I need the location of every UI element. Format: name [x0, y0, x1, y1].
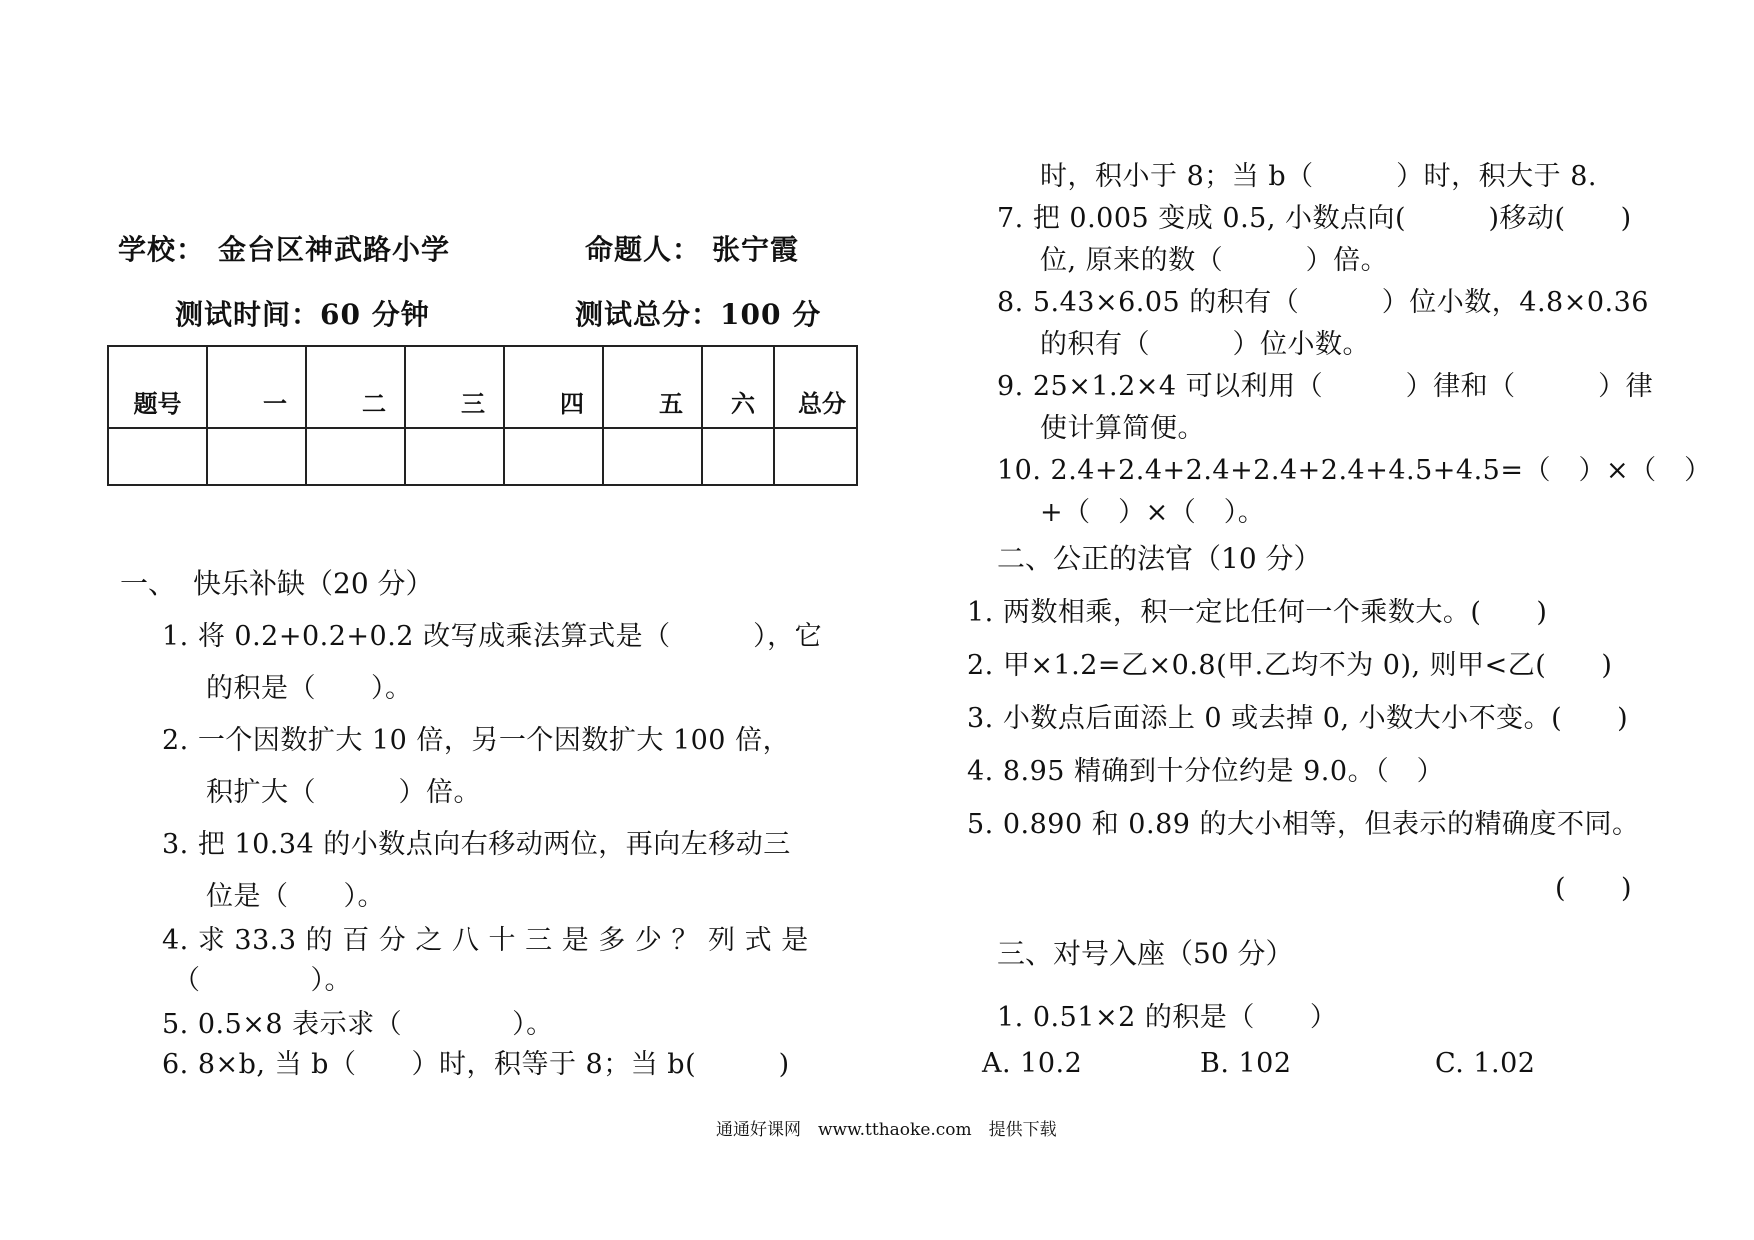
- s2-item: 4. 8.95 精确到十分位约是 9.0。（ ）: [967, 756, 1445, 787]
- s3-question: 1. 0.51×2 的积是（ ）: [997, 1002, 1338, 1033]
- test-total: 测试总分：100 分: [575, 298, 822, 331]
- author-label: 命题人：: [585, 233, 702, 266]
- score-cell[interactable]: [405, 428, 504, 485]
- score-header-cell: 六: [702, 346, 774, 428]
- school-name: 金台区神武路小学: [218, 233, 451, 266]
- score-cell[interactable]: [108, 428, 207, 485]
- s1-cont-line: 9. 25×1.2×4 可以利用（ ）律和（ ）律: [997, 371, 1654, 402]
- score-cell[interactable]: [603, 428, 702, 485]
- score-table-input-row: [108, 428, 857, 485]
- s1-line: 积扩大（ ）倍。: [206, 777, 481, 808]
- test-time: 测试时间：60 分钟: [175, 298, 430, 331]
- s3-option-a: A. 10.2: [982, 1048, 1083, 1079]
- s2-item: 3. 小数点后面添上 0 或去掉 0, 小数大小不变。( ): [967, 703, 1629, 734]
- section1-title: 快乐补缺（20 分）: [193, 567, 434, 600]
- school-label: 学校：: [118, 233, 206, 266]
- s1-cont-line: 时，积小于 8；当 b（ ）时，积大于 8.: [1040, 161, 1597, 192]
- score-cell[interactable]: [774, 428, 857, 485]
- score-header-cell: 总分: [774, 346, 857, 428]
- section2-title: 二、公正的法官（10 分）: [997, 542, 1322, 575]
- section3-title: 三、对号入座（50 分）: [997, 937, 1294, 970]
- s1-line: 4. 求 33.3 的 百 分 之 八 十 三 是 多 少 ？ 列 式 是: [162, 925, 809, 956]
- s1-line: 3. 把 10.34 的小数点向右移动两位，再向左移动三: [162, 829, 791, 860]
- s1-cont-line: +（ ）×（ ）。: [1040, 497, 1266, 528]
- s1-line: 6. 8×b, 当 b（ ）时，积等于 8；当 b( ): [162, 1049, 790, 1080]
- score-cell[interactable]: [504, 428, 603, 485]
- s1-line: 位是（ ）。: [206, 881, 385, 912]
- s1-line: 的积是（ ）。: [206, 673, 413, 704]
- s1-cont-line: 10. 2.4+2.4+2.4+2.4+2.4+4.5+4.5=（ ）×（ ）: [997, 455, 1712, 486]
- s1-cont-line: 7. 把 0.005 变成 0.5, 小数点向( )移动( ): [997, 203, 1632, 234]
- score-header-cell: 五: [603, 346, 702, 428]
- s2-item: 5. 0.890 和 0.89 的大小相等，但表示的精确度不同。: [967, 809, 1640, 840]
- score-header-cell: 四: [504, 346, 603, 428]
- s1-cont-line: 8. 5.43×6.05 的积有（ ）位小数，4.8×0.36: [997, 287, 1649, 318]
- s2-item: 1. 两数相乘，积一定比任何一个乘数大。( ): [967, 597, 1548, 628]
- score-header-cell: 题号: [108, 346, 207, 428]
- score-cell[interactable]: [207, 428, 306, 485]
- author-name: 张宁霞: [712, 233, 800, 266]
- score-table-header-row: [108, 346, 857, 428]
- score-header-cell: 二: [306, 346, 405, 428]
- score-table: [107, 345, 858, 486]
- s3-option-b: B. 102: [1200, 1048, 1292, 1079]
- s1-line: 5. 0.5×8 表示求（ ）。: [162, 1009, 554, 1040]
- s1-cont-line: 使计算简便。: [1040, 413, 1205, 444]
- s2-item: 2. 甲×1.2=乙×0.8(甲.乙均不为 0), 则甲<乙( ): [967, 650, 1613, 681]
- s1-cont-line: 位, 原来的数（ ）倍。: [1040, 245, 1389, 276]
- score-header-cell: 三: [405, 346, 504, 428]
- score-cell[interactable]: [702, 428, 774, 485]
- section1-number: 一、: [120, 567, 177, 600]
- score-cell[interactable]: [306, 428, 405, 485]
- s2-answer-paren: ( ): [1555, 873, 1633, 904]
- score-header-cell: 一: [207, 346, 306, 428]
- s1-line: 1. 将 0.2+0.2+0.2 改写成乘法算式是（ ），它: [162, 621, 823, 652]
- s1-cont-line: 的积有（ ）位小数。: [1040, 329, 1370, 360]
- s3-option-c: C. 1.02: [1435, 1048, 1536, 1079]
- footer-text: 通通好课网 www.tthaoke.com 提供下载: [716, 1120, 1057, 1140]
- s1-line: （ ）。: [173, 965, 352, 996]
- s1-line: 2. 一个因数扩大 10 倍，另一个因数扩大 100 倍，: [162, 725, 791, 756]
